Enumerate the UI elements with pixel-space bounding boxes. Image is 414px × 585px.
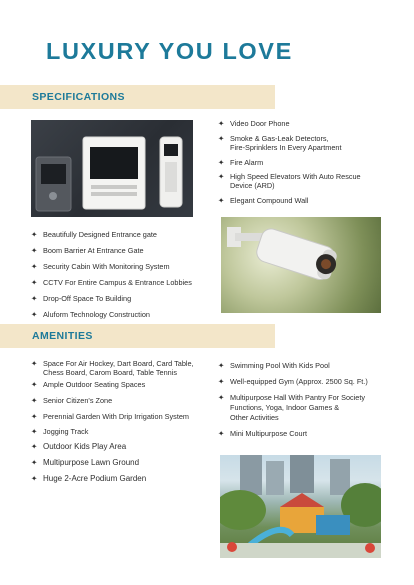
amenities-header-band (0, 324, 275, 348)
list-item: ✦ Beautifully Designed Entrance gate (31, 230, 157, 239)
list-item: ✦ CCTV For Entire Campus & Entrance Lobbies (31, 278, 192, 287)
intercom-devices-illustration (31, 120, 193, 217)
list-item: ✦ Video Door Phone (218, 119, 290, 128)
list-item: ✦ Fire Alarm (218, 158, 264, 167)
list-item: ✦ Well-equipped Gym (Approx. 2500 Sq. Ft.) (218, 377, 368, 386)
list-item: ✦ Perennial Garden With Drip Irrigation System (31, 412, 189, 421)
list-item: ✦ High Speed Elevators With Auto Rescue (218, 172, 361, 181)
four-point-star-icon: ✦ (31, 396, 38, 405)
list-item: ✦ Security Cabin With Monitoring System (31, 262, 170, 271)
list-item: ✦ Drop-Off Space To Building (31, 294, 132, 303)
play-area-illustration (220, 455, 381, 558)
four-point-star-icon: ✦ (31, 246, 38, 255)
list-item: ✦ Multipurpose Lawn Ground (31, 458, 140, 467)
list-item: ✦ Mini Multipurpose Court (218, 429, 308, 438)
four-point-star-icon: ✦ (31, 427, 38, 436)
cctv-camera-illustration (221, 217, 381, 313)
four-point-star-icon: ✦ (218, 429, 225, 438)
four-point-star-icon: ✦ (31, 310, 38, 319)
list-item: ✦ Smoke & Gas-Leak Detectors, (218, 134, 329, 143)
four-point-star-icon: ✦ (218, 196, 225, 205)
list-item-continuation: Device (ARD) (230, 181, 275, 190)
four-point-star-icon: ✦ (31, 359, 38, 368)
four-point-star-icon: ✦ (218, 393, 225, 402)
list-item: ✦ Huge 2-Acre Podium Garden (31, 474, 147, 483)
list-item-continuation: Chess Board, Carom Board, Table Tennis (43, 368, 177, 377)
list-item: ✦ Multipurpose Hall With Pantry For Society (218, 393, 366, 402)
specifications-list-left (31, 230, 192, 319)
four-point-star-icon: ✦ (31, 442, 38, 451)
list-item: ✦ Aluform Technology Construction (31, 310, 150, 319)
four-point-star-icon: ✦ (31, 294, 38, 303)
list-item: ✦ Outdoor Kids Play Area (31, 442, 127, 451)
four-point-star-icon: ✦ (218, 134, 225, 143)
page-title: LUXURY YOU LOVE (46, 38, 293, 64)
list-item-continuation: Functions, Yoga, Indoor Games & (230, 403, 340, 412)
intercom-devices-photo (31, 120, 193, 217)
specifications-list-right (218, 119, 361, 205)
list-item-continuation: Other Activities (230, 413, 279, 422)
four-point-star-icon: ✦ (31, 474, 38, 483)
kids-play-area-photo (220, 455, 381, 558)
four-point-star-icon: ✦ (218, 361, 225, 370)
cctv-camera-photo (221, 217, 381, 313)
list-item: ✦ Jogging Track (31, 427, 89, 436)
list-item: ✦ Swimming Pool With Kids Pool (218, 361, 330, 370)
list-item-continuation: Fire-Sprinklers In Every Apartment (230, 143, 342, 152)
four-point-star-icon: ✦ (31, 458, 38, 467)
amenities-list-left (31, 359, 194, 484)
four-point-star-icon: ✦ (31, 380, 38, 389)
list-item: ✦ Space For Air Hockey, Dart Board, Card Table, (31, 359, 194, 368)
four-point-star-icon: ✦ (31, 278, 38, 287)
list-item: ✦ Elegant Compound Wall (218, 196, 309, 205)
four-point-star-icon: ✦ (31, 230, 38, 239)
four-point-star-icon: ✦ (31, 262, 38, 271)
list-item: ✦ Ample Outdoor Seating Spaces (31, 380, 146, 389)
list-item: ✦ Boom Barrier At Entrance Gate (31, 246, 144, 255)
amenities-list-right (218, 361, 368, 438)
four-point-star-icon: ✦ (218, 119, 225, 128)
four-point-star-icon: ✦ (218, 377, 225, 386)
list-item: ✦ Senior Citizen's Zone (31, 396, 113, 405)
specifications-heading: SPECIFICATIONS (32, 91, 125, 103)
four-point-star-icon: ✦ (218, 158, 225, 167)
specifications-header-band (0, 85, 275, 109)
amenities-heading: AMENITIES (32, 330, 93, 342)
four-point-star-icon: ✦ (218, 172, 225, 181)
four-point-star-icon: ✦ (31, 412, 38, 421)
